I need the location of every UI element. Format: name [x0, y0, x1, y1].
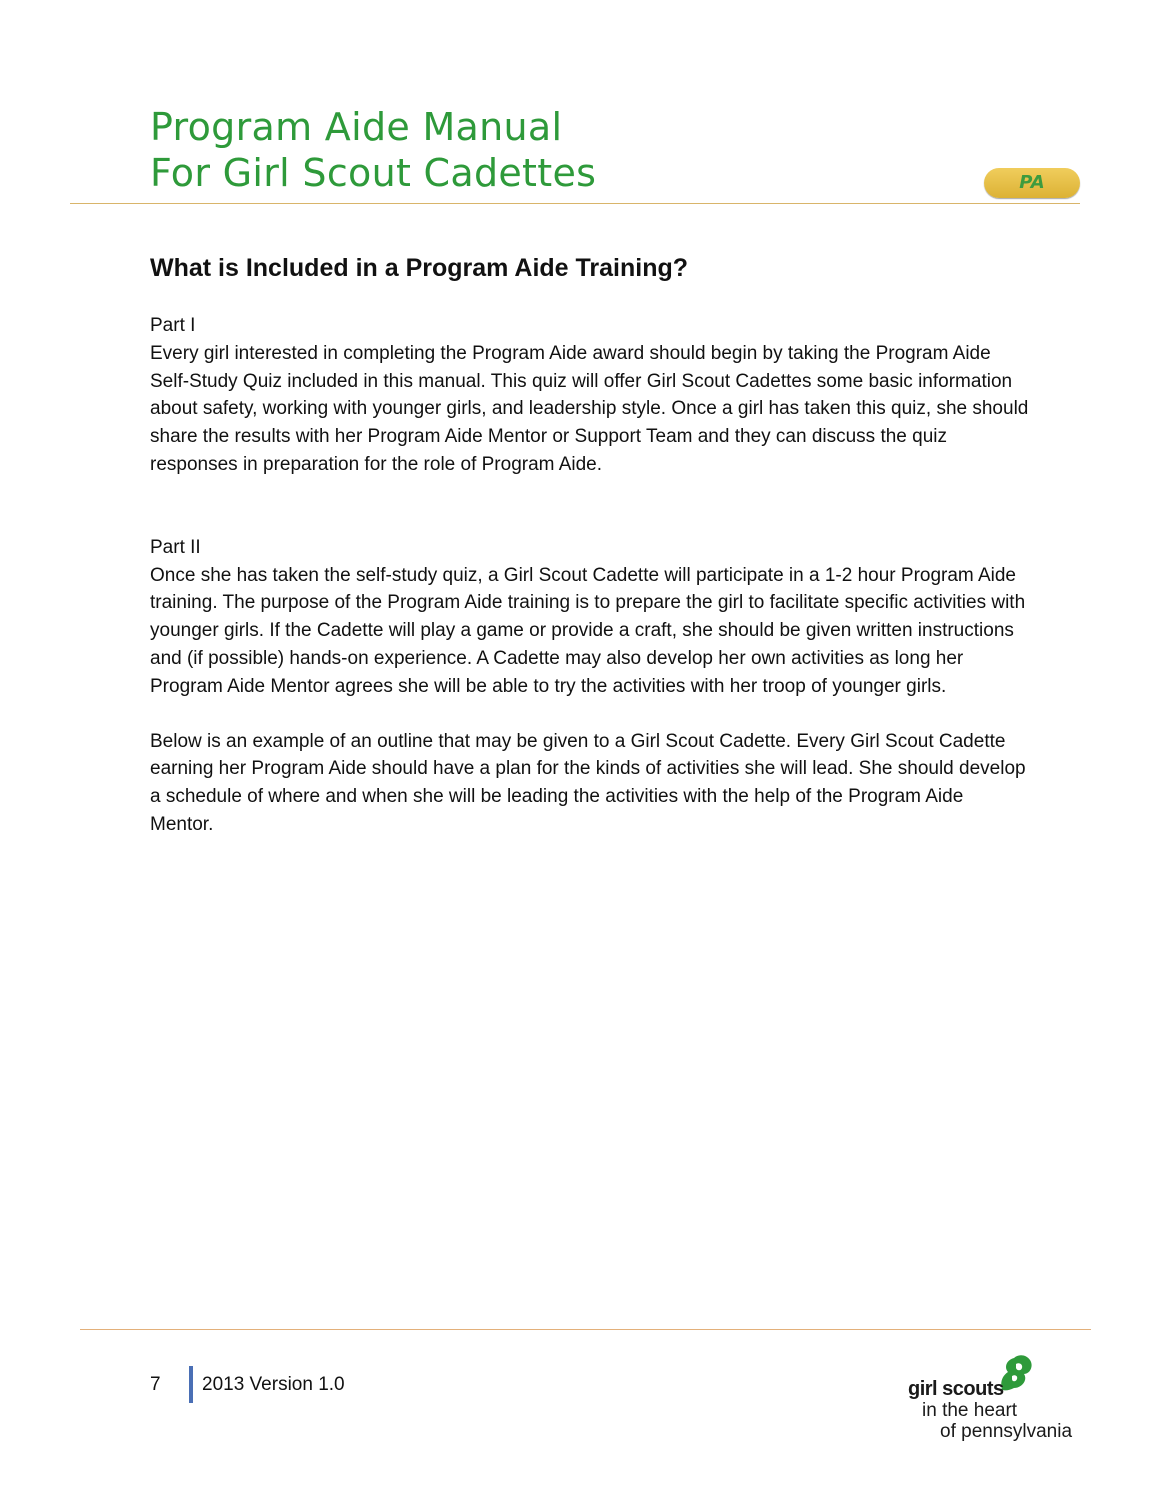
part-2-section — [150, 534, 1030, 701]
title-line-2: For Girl Scout Cadettes — [150, 151, 597, 195]
part-2-label: Part II — [150, 536, 201, 558]
page-number: 7 — [150, 1374, 161, 1395]
outline-section — [150, 728, 1030, 839]
footer-accent-bar — [189, 1366, 193, 1403]
page-heading: What is Included in a Program Aide Training? — [150, 254, 689, 282]
part-1-label: Part I — [150, 315, 196, 336]
document-title — [150, 104, 596, 196]
logo-line-1: girl scouts — [908, 1378, 1004, 1400]
logo-line-3: of pennsylvania — [940, 1421, 1073, 1442]
part-2-text: Once she has taken the self-study quiz, a Girl Scout Cadette will participate in a 1-2 hour Program Aide training. The purpose of the Program Aide training is to prepare the girl to facilitate specific activities with younger girls. If the Cadette will play a game or provide a craft, she should be given written instructions and (if possible) hands-on experience. A Cadette may also develop her own activities as long her Program Aide Mentor agrees she will be able to try the activities with her troop of younger girls. — [150, 564, 1026, 697]
header-divider — [70, 203, 1080, 204]
main-content — [150, 250, 1030, 839]
outline-paragraph: Below is an example of an outline that may be given to a Girl Scout Cadette. Every Girl Scout Cadette earning her Program Aide should have a plan for the kinds of activities she will lead. She should develop a schedule of where and when she will be leading the activities with the help of the Program Aide Mentor. — [150, 730, 1026, 835]
logo-line-2: in the heart — [922, 1400, 1018, 1421]
footer-divider — [80, 1329, 1091, 1330]
part-1-text: Every girl interested in completing the Program Aide award should begin by taking the Program Aide Self-Study Quiz included in this manual. This quiz will offer Girl Scout Cadettes some basic information about safety, working with younger girls, and leadership style. Once a girl has taken this quiz, she should share the results with her Program Aide Mentor or Support Team and they can discuss the quiz responses in preparation for the role of Program Aide. — [150, 342, 1029, 475]
part-1-section — [150, 312, 1030, 479]
pa-badge: PA — [984, 168, 1080, 198]
title-line-1: Program Aide Manual — [150, 105, 563, 149]
version-label: 2013 Version 1.0 — [202, 1374, 345, 1395]
girl-scouts-logo — [900, 1352, 1100, 1447]
